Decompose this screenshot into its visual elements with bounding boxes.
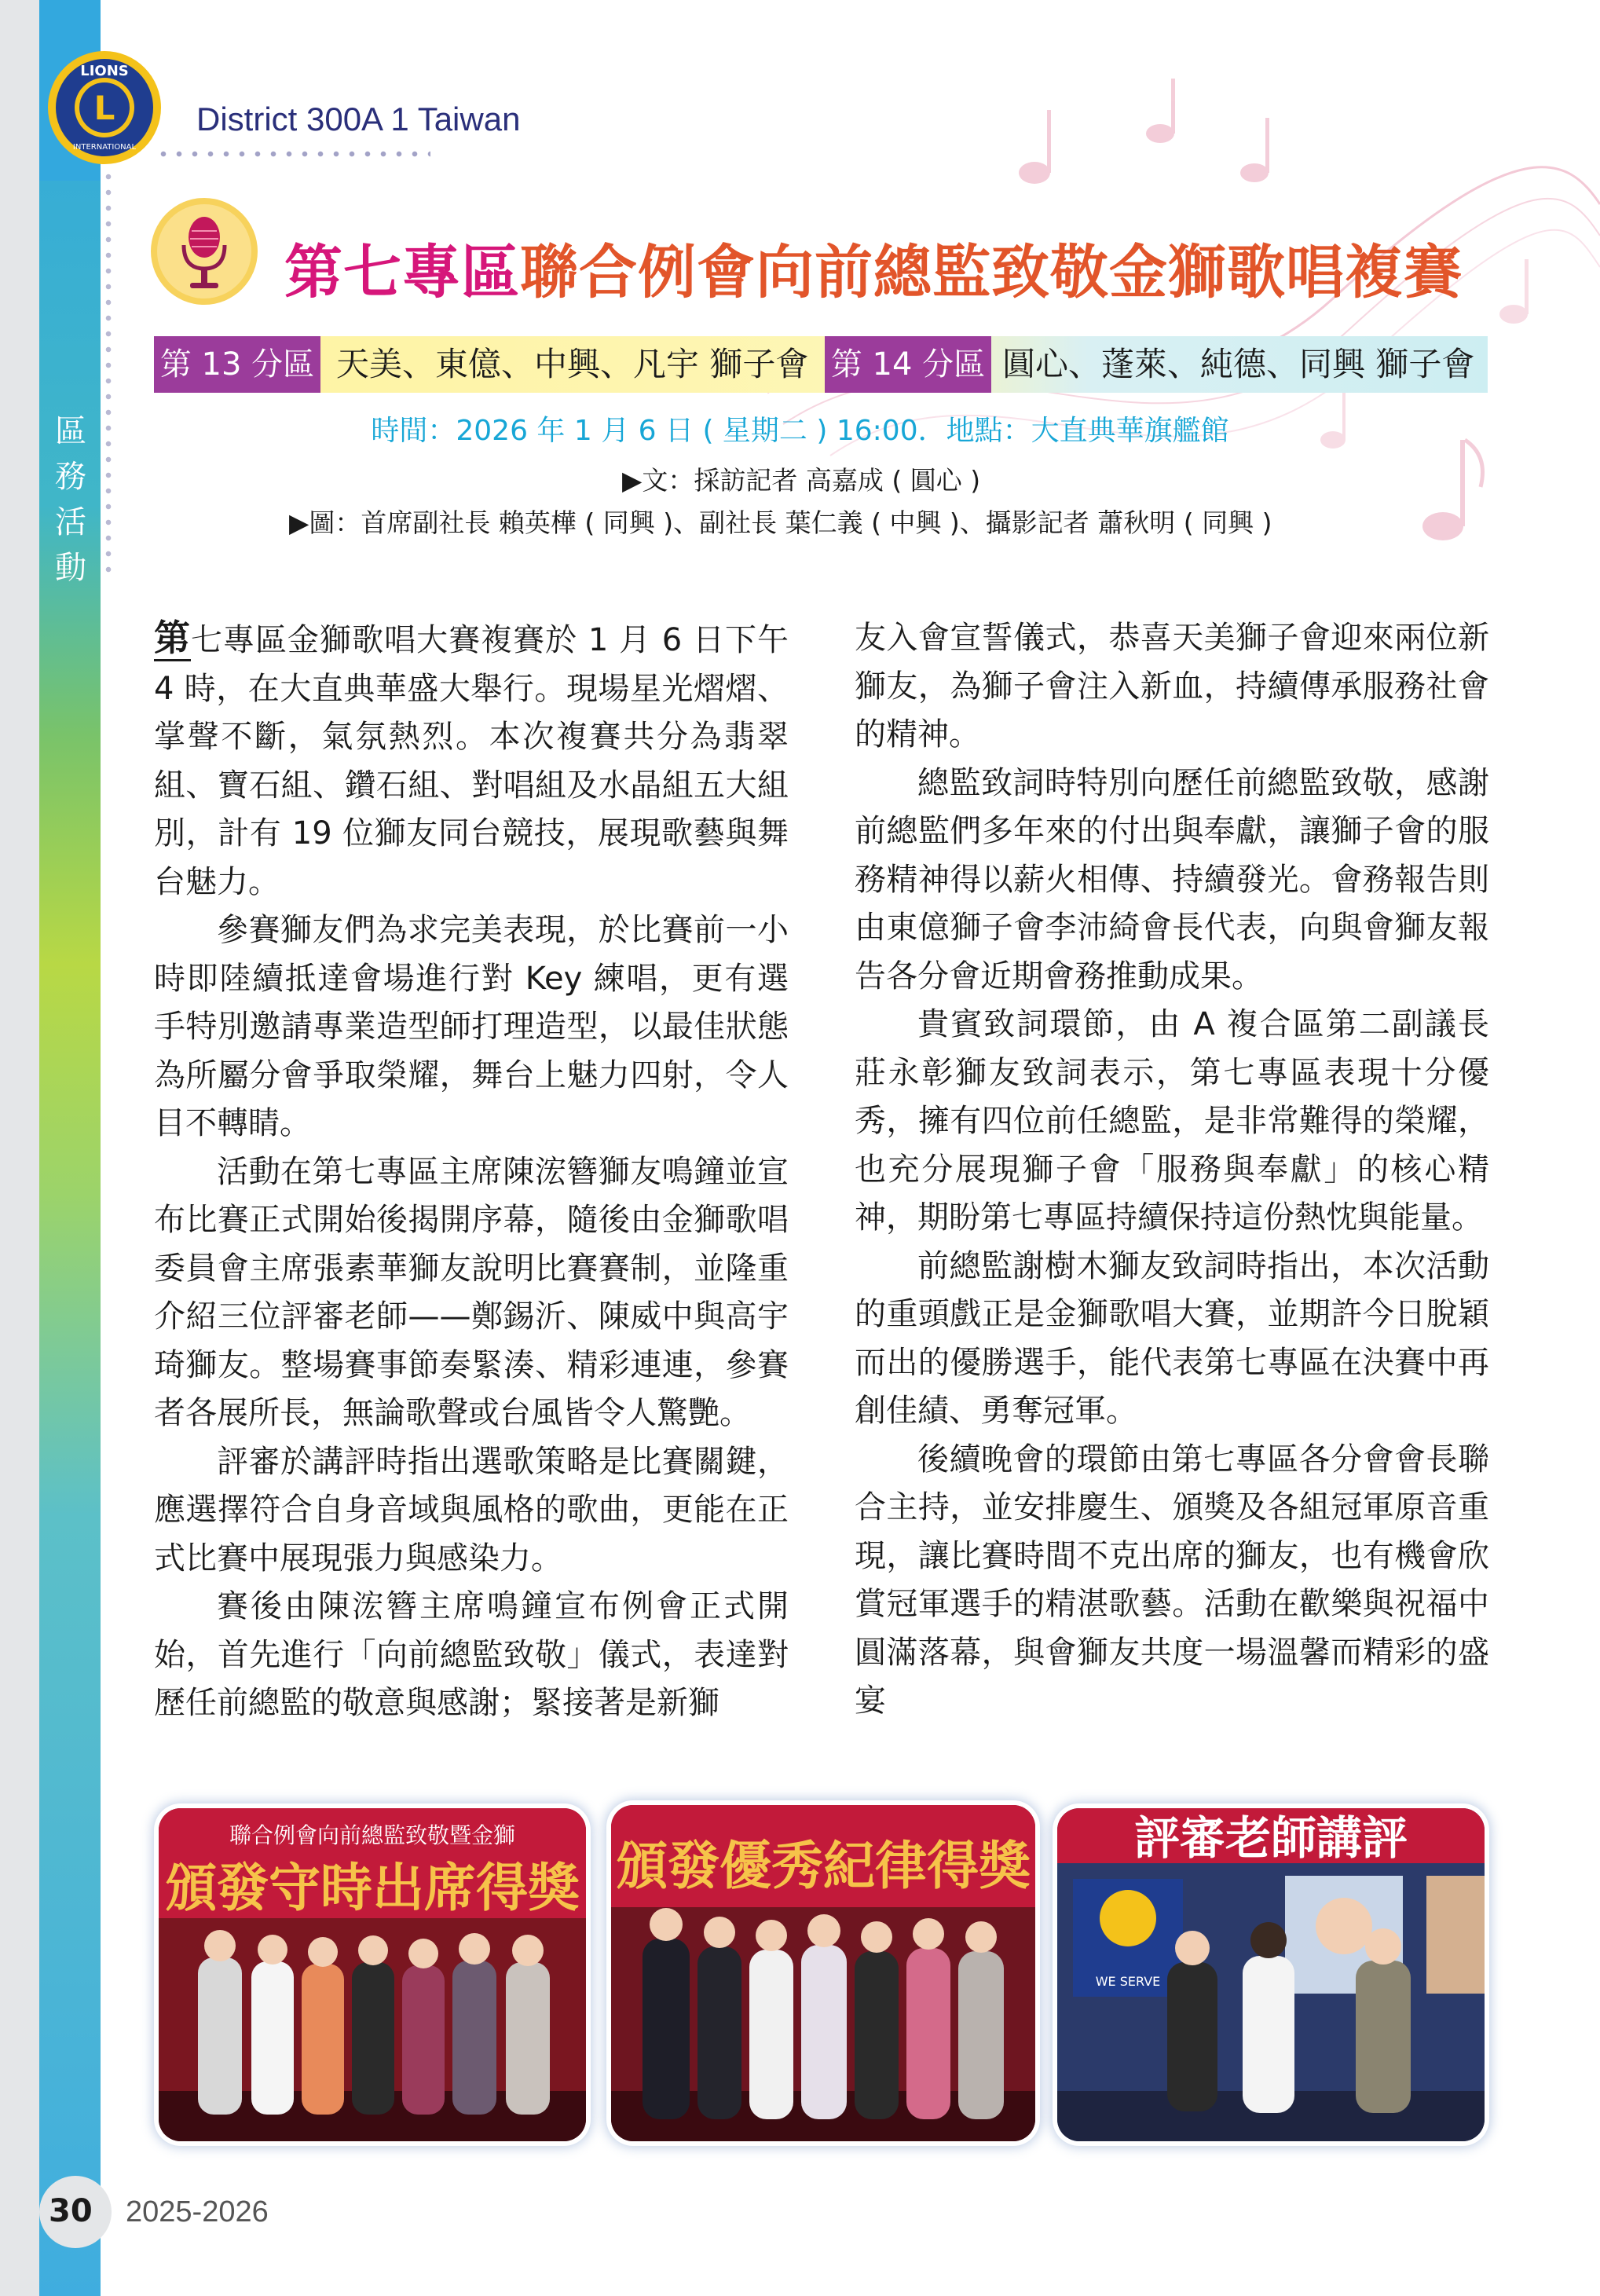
text-credit: ▶文：採訪記者 高嘉成 ( 圓心 ): [622, 465, 981, 496]
paragraph: 賽後由陳浤簪主席鳴鐘宣布例會正式開始，首先進行「向前總監致敬」儀式，表達對歷任前總監的敬意與感謝；緊接著是新獅: [154, 1588, 789, 1721]
banner-main-text: 頒發守時出席得獎: [165, 1858, 580, 1918]
left-margin-strip: [0, 0, 39, 2296]
logo-text: LIONS: [80, 63, 129, 79]
side-label-char: 活: [55, 504, 86, 540]
page-title: [284, 226, 1463, 309]
time-location: 時間：2026 年 1 月 6 日 ( 星期二 ) 16:00．地點：大直典華旗艦館: [371, 415, 1229, 447]
title-part-2: 聯合例會向前總監致敬金獅歌唱複賽: [520, 239, 1463, 306]
microphone-icon: [149, 196, 259, 306]
paragraph: 後續晚會的環節由第七專區各分會會長聯合主持，並安排慶生、頒獎及各組冠軍原音重現，讓比賽時間不克出席的獅友，也有機會欣賞冠軍選手的精湛歌藝。活動在歡樂與祝福中圓滿落幕，與會獅友共度一場溫馨而精彩的盛宴: [855, 1441, 1489, 1719]
side-label-char: 動: [55, 550, 86, 586]
logo-bottom-text: INTERNATIONAL: [72, 143, 137, 152]
left-color-bar: [39, 0, 101, 2296]
zone14-clubs: 圓心、蓬萊、純德、同興 獅子會: [1002, 345, 1475, 383]
lions-logo: [46, 49, 163, 167]
paragraph-text: 七專區金獅歌唱大賽複賽於 1 月 6 日下午 4 時，在大直典華盛大舉行。現場星光熠熠、掌聲不斷，氣氛熱烈。本次複賽共分為翡翠組、寶石組、鑽石組、對唱組及水晶組五大組別，計有 19 位獅友同台競技，展現歌藝與舞台魅力。: [154, 622, 789, 900]
paragraph: 評審於講評時指出選歌策略是比賽關鍵，應選擇符合自身音域與風格的歌曲，更能在正式比賽中展現張力與感染力。: [154, 1443, 789, 1576]
header-dots-divider: [156, 151, 430, 157]
event-photo-2: [611, 1805, 1035, 2141]
paragraph: 友入會宣誓儀式，恭喜天美獅子會迎來兩位新獅友，為獅子會注入新血，持續傳承服務社會的精神。: [855, 620, 1489, 753]
vertical-dots-divider: [105, 169, 112, 577]
zone14-badge: 第 14 分區: [825, 336, 991, 393]
zone13-clubs: 天美、東億、中興、凡宇 獅子會: [336, 345, 809, 383]
paragraph: 總監致詞時特別向歷任前總監致敬，感謝前總監們多年來的付出與奉獻，讓獅子會的服務精神得以薪火相傳、持續發光。會務報告則由東億獅子會李沛綺會長代表，向與會獅友報告各分會近期會務推動成果。: [855, 764, 1489, 994]
logo-letter: L: [93, 89, 115, 127]
banner-main-text: 頒發優秀紀律得獎: [616, 1836, 1031, 1896]
paragraph: 參賽獅友們為求完美表現，於比賽前一小時即陸續抵達會場進行對 Key 練唱，更有選手特別邀請專業造型師打理造型，以最佳狀態為所屬分會爭取榮耀，舞台上魅力四射，令人目不轉睛。: [154, 912, 789, 1141]
paragraph: [154, 614, 789, 906]
page-number: 30: [49, 2193, 93, 2229]
event-photo-3: [1057, 1808, 1485, 2141]
paragraph: 活動在第七專區主席陳浤簪獅友鳴鐘並宣布比賽正式開始後揭開序幕，隨後由金獅歌唱委員會主席張素華獅友說明比賽賽制，並隆重介紹三位評審老師——鄭錫沂、陳威中與高宇琦獅友。整場賽事節奏緊湊、精彩連連，參賽者各展所長，無論歌聲或台風皆令人驚艷。: [154, 1153, 789, 1431]
event-photo-1: [159, 1808, 586, 2141]
article-column-left: [154, 614, 789, 1728]
article-column-right: [855, 614, 1489, 1726]
side-label-char: 務: [55, 459, 86, 495]
title-part-1: 第七專區: [284, 239, 520, 306]
paragraph: 貴賓致詞環節，由 A 複合區第二副議長莊永彰獅友致詞表示，第七專區表現十分優秀，擁有四位前任總監，是非常難得的榮耀，也充分展現獅子會「服務與奉獻」的核心精神，期盼第七專區持續保持這份熱忱與能量。: [855, 1006, 1489, 1236]
photo-credit: ▶圖：首席副社長 賴英樺 ( 同興 )、副社長 葉仁義 ( 中興 )、攝影記者 蕭秋明 ( 同興 ): [289, 507, 1272, 538]
paragraph: 前總監謝樹木獅友致詞時指出，本次活動的重頭戲正是金獅歌唱大賽，並期許今日脫穎而出的優勝選手，能代表第七專區在決賽中再創佳績、勇奪冠軍。: [855, 1247, 1489, 1429]
banner-top-text: 聯合例會向前總監致敬暨金獅: [229, 1822, 516, 1848]
banner-main-text: 評審老師講評: [1133, 1811, 1408, 1865]
zone13-badge: 第 13 分區: [154, 336, 320, 393]
side-label-char: 區: [55, 413, 86, 449]
district-label: District 300A 1 Taiwan: [196, 101, 521, 137]
footer-year: 2025-2026: [126, 2195, 269, 2228]
screen-text: WE SERVE: [1095, 1974, 1161, 1989]
drop-cap: 第: [154, 617, 191, 661]
